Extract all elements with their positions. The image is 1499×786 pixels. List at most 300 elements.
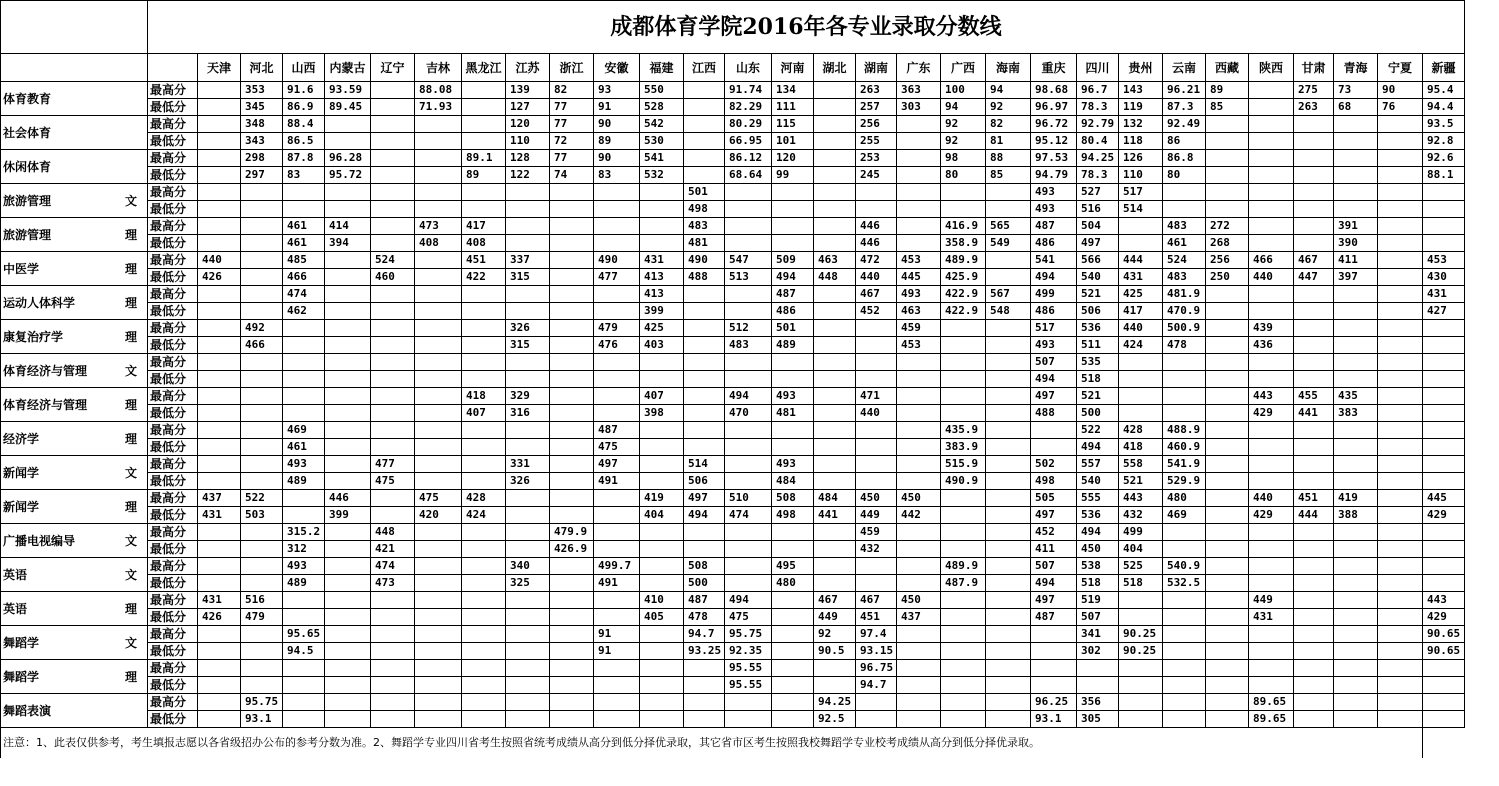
score-cell[interactable]: 505 [1031,490,1077,507]
score-cell[interactable]: 82.29 [725,99,772,116]
score-cell[interactable] [684,133,725,150]
score-cell[interactable] [594,286,640,303]
score-cell[interactable] [856,558,897,575]
score-cell[interactable] [198,320,241,337]
score-cell[interactable] [550,303,594,320]
score-cell[interactable] [371,354,415,371]
score-cell[interactable] [325,575,371,592]
score-cell[interactable]: 92.49 [1163,116,1206,133]
score-cell[interactable]: 89.1 [462,150,506,167]
score-cell[interactable] [814,456,856,473]
score-cell[interactable] [725,711,772,728]
score-cell[interactable] [856,337,897,354]
score-cell[interactable] [371,82,415,99]
score-cell[interactable]: 96.28 [325,150,371,167]
score-cell[interactable] [1423,405,1465,422]
score-cell[interactable] [1423,354,1465,371]
score-cell[interactable] [684,677,725,694]
score-cell[interactable] [550,507,594,524]
score-cell[interactable]: 435 [1334,388,1378,405]
score-cell[interactable]: 488 [1031,405,1077,422]
score-cell[interactable]: 506 [1077,303,1119,320]
score-cell[interactable] [1249,201,1294,218]
score-cell[interactable]: 90.65 [1423,643,1465,660]
score-cell[interactable]: 331 [506,456,550,473]
score-cell[interactable] [415,116,462,133]
score-cell[interactable]: 499.7 [594,558,640,575]
score-cell[interactable]: 500 [1077,405,1119,422]
score-cell[interactable]: 93.1 [1031,711,1077,728]
score-cell[interactable]: 253 [856,150,897,167]
score-cell[interactable] [506,541,550,558]
score-cell[interactable]: 469 [1163,507,1206,524]
score-cell[interactable] [1249,677,1294,694]
score-cell[interactable]: 477 [594,269,640,286]
score-cell[interactable] [1206,320,1249,337]
score-cell[interactable]: 263 [1294,99,1334,116]
score-cell[interactable]: 303 [897,99,941,116]
score-cell[interactable]: 96.7 [1077,82,1119,99]
score-cell[interactable]: 89.65 [1249,694,1294,711]
score-cell[interactable] [594,711,640,728]
score-cell[interactable] [986,184,1031,201]
score-cell[interactable] [897,456,941,473]
score-cell[interactable]: 455 [1294,388,1334,405]
score-cell[interactable] [241,439,283,456]
score-cell[interactable] [1163,388,1206,405]
score-cell[interactable] [1206,167,1249,184]
score-cell[interactable] [198,82,241,99]
score-cell[interactable]: 565 [986,218,1031,235]
score-cell[interactable] [415,643,462,660]
score-cell[interactable] [1249,235,1294,252]
score-cell[interactable] [772,354,814,371]
score-cell[interactable] [941,694,986,711]
score-cell[interactable] [725,235,772,252]
score-cell[interactable] [1423,575,1465,592]
score-cell[interactable]: 424 [1119,337,1163,354]
score-cell[interactable]: 497 [594,456,640,473]
score-cell[interactable] [325,439,371,456]
score-cell[interactable] [462,575,506,592]
score-cell[interactable] [640,677,684,694]
score-cell[interactable]: 430 [1423,269,1465,286]
score-cell[interactable] [241,286,283,303]
score-cell[interactable] [198,422,241,439]
score-cell[interactable]: 126 [1119,150,1163,167]
score-cell[interactable]: 440 [198,252,241,269]
score-cell[interactable]: 96.72 [1031,116,1077,133]
score-cell[interactable]: 256 [1206,252,1249,269]
score-cell[interactable]: 484 [772,473,814,490]
score-cell[interactable] [772,439,814,456]
score-cell[interactable] [1378,184,1423,201]
score-cell[interactable] [198,677,241,694]
score-cell[interactable] [1378,609,1423,626]
score-cell[interactable] [1206,694,1249,711]
score-cell[interactable] [986,694,1031,711]
score-cell[interactable] [684,354,725,371]
score-cell[interactable]: 92.8 [1423,133,1465,150]
score-cell[interactable] [371,388,415,405]
score-cell[interactable] [725,575,772,592]
score-cell[interactable] [986,269,1031,286]
score-cell[interactable]: 87.3 [1163,99,1206,116]
score-cell[interactable] [462,116,506,133]
score-cell[interactable] [986,643,1031,660]
score-cell[interactable] [1206,439,1249,456]
score-cell[interactable] [1294,524,1334,541]
score-cell[interactable] [325,592,371,609]
score-cell[interactable] [814,337,856,354]
score-cell[interactable] [415,371,462,388]
score-cell[interactable] [198,133,241,150]
score-cell[interactable] [814,218,856,235]
score-cell[interactable] [1206,592,1249,609]
score-cell[interactable]: 514 [1119,201,1163,218]
score-cell[interactable]: 555 [1077,490,1119,507]
score-cell[interactable] [897,643,941,660]
score-cell[interactable] [897,218,941,235]
score-cell[interactable]: 425 [640,320,684,337]
score-cell[interactable]: 557 [1077,456,1119,473]
score-cell[interactable] [1249,303,1294,320]
score-cell[interactable] [986,592,1031,609]
score-cell[interactable]: 407 [462,405,506,422]
score-cell[interactable]: 326 [506,320,550,337]
score-cell[interactable] [1206,388,1249,405]
score-cell[interactable] [415,269,462,286]
score-cell[interactable] [640,473,684,490]
score-cell[interactable] [1423,218,1465,235]
score-cell[interactable] [371,677,415,694]
score-cell[interactable]: 425 [1119,286,1163,303]
score-cell[interactable]: 111 [772,99,814,116]
score-cell[interactable]: 326 [506,473,550,490]
score-cell[interactable]: 542 [640,116,684,133]
score-cell[interactable] [1423,711,1465,728]
score-cell[interactable] [506,609,550,626]
score-cell[interactable]: 474 [371,558,415,575]
score-cell[interactable]: 486 [1031,303,1077,320]
score-cell[interactable]: 480 [1163,490,1206,507]
score-cell[interactable] [325,456,371,473]
score-cell[interactable]: 92.35 [725,643,772,660]
score-cell[interactable]: 95.72 [325,167,371,184]
score-cell[interactable]: 483 [1163,269,1206,286]
score-cell[interactable]: 532.5 [1163,575,1206,592]
score-cell[interactable] [941,507,986,524]
score-cell[interactable] [772,660,814,677]
score-cell[interactable] [198,337,241,354]
score-cell[interactable] [1206,677,1249,694]
score-cell[interactable]: 88.08 [415,82,462,99]
score-cell[interactable] [594,388,640,405]
score-cell[interactable] [415,201,462,218]
score-cell[interactable] [462,609,506,626]
score-cell[interactable]: 432 [856,541,897,558]
score-cell[interactable] [1031,660,1077,677]
score-cell[interactable]: 567 [986,286,1031,303]
score-cell[interactable] [640,711,684,728]
score-cell[interactable] [462,133,506,150]
score-cell[interactable] [986,371,1031,388]
score-cell[interactable] [986,388,1031,405]
score-cell[interactable] [198,575,241,592]
score-cell[interactable] [856,371,897,388]
score-cell[interactable]: 490.9 [941,473,986,490]
score-cell[interactable]: 479.9 [550,524,594,541]
score-cell[interactable]: 353 [241,82,283,99]
score-cell[interactable]: 493 [897,286,941,303]
score-cell[interactable]: 93.25 [684,643,725,660]
score-cell[interactable] [198,235,241,252]
score-cell[interactable] [198,558,241,575]
score-cell[interactable]: 115 [772,116,814,133]
score-cell[interactable] [814,133,856,150]
score-cell[interactable] [897,235,941,252]
score-cell[interactable] [1378,116,1423,133]
score-cell[interactable] [1294,558,1334,575]
score-cell[interactable]: 460 [371,269,415,286]
score-cell[interactable] [640,218,684,235]
score-cell[interactable] [856,422,897,439]
score-cell[interactable]: 489 [283,575,325,592]
score-cell[interactable] [1378,558,1423,575]
score-cell[interactable]: 459 [897,320,941,337]
score-cell[interactable] [550,405,594,422]
score-cell[interactable] [371,286,415,303]
score-cell[interactable] [241,626,283,643]
score-cell[interactable]: 298 [241,150,283,167]
score-cell[interactable]: 85 [1206,99,1249,116]
score-cell[interactable] [1378,507,1423,524]
score-cell[interactable] [241,422,283,439]
score-cell[interactable] [550,422,594,439]
score-cell[interactable]: 71.93 [415,99,462,116]
score-cell[interactable] [594,541,640,558]
score-cell[interactable] [1334,524,1378,541]
score-cell[interactable]: 507 [1031,354,1077,371]
score-cell[interactable] [371,490,415,507]
score-cell[interactable]: 96.21 [1163,82,1206,99]
score-cell[interactable]: 466 [241,337,283,354]
score-cell[interactable] [640,201,684,218]
score-cell[interactable]: 463 [897,303,941,320]
score-cell[interactable]: 451 [856,609,897,626]
score-cell[interactable] [897,201,941,218]
score-cell[interactable]: 511 [1077,337,1119,354]
score-cell[interactable]: 469 [283,422,325,439]
score-cell[interactable] [814,150,856,167]
score-cell[interactable] [856,184,897,201]
score-cell[interactable] [594,677,640,694]
score-cell[interactable]: 498 [772,507,814,524]
score-cell[interactable] [684,422,725,439]
score-cell[interactable] [986,558,1031,575]
score-cell[interactable] [772,609,814,626]
score-cell[interactable] [1334,609,1378,626]
score-cell[interactable]: 503 [241,507,283,524]
score-cell[interactable] [371,405,415,422]
score-cell[interactable] [241,456,283,473]
score-cell[interactable]: 89.65 [1249,711,1294,728]
score-cell[interactable]: 92 [941,116,986,133]
major-cell[interactable] [1,694,148,728]
score-cell[interactable]: 494 [772,269,814,286]
score-cell[interactable]: 518 [1077,575,1119,592]
score-cell[interactable] [1077,677,1119,694]
score-cell[interactable] [462,99,506,116]
score-cell[interactable]: 132 [1119,116,1163,133]
score-cell[interactable]: 530 [640,133,684,150]
score-cell[interactable] [283,320,325,337]
score-cell[interactable] [1378,218,1423,235]
score-cell[interactable]: 487.9 [941,575,986,592]
score-cell[interactable] [1163,354,1206,371]
score-cell[interactable]: 467 [856,592,897,609]
score-cell[interactable] [1119,405,1163,422]
score-cell[interactable]: 474 [283,286,325,303]
score-cell[interactable]: 93 [594,82,640,99]
score-cell[interactable] [550,490,594,507]
score-cell[interactable] [283,694,325,711]
score-cell[interactable] [283,201,325,218]
score-cell[interactable] [1206,541,1249,558]
score-cell[interactable]: 444 [1294,507,1334,524]
score-cell[interactable] [371,150,415,167]
major-cell[interactable] [1,82,148,116]
score-cell[interactable]: 441 [1294,405,1334,422]
score-cell[interactable] [283,354,325,371]
score-cell[interactable] [198,303,241,320]
score-cell[interactable] [1378,235,1423,252]
score-cell[interactable] [1294,456,1334,473]
score-cell[interactable]: 501 [684,184,725,201]
score-cell[interactable] [462,541,506,558]
score-cell[interactable]: 486 [772,303,814,320]
score-cell[interactable] [1294,575,1334,592]
score-cell[interactable]: 86.5 [283,133,325,150]
score-cell[interactable] [1334,320,1378,337]
score-cell[interactable]: 490 [594,252,640,269]
score-cell[interactable]: 461 [1163,235,1206,252]
score-cell[interactable]: 383 [1334,405,1378,422]
score-cell[interactable] [897,541,941,558]
score-cell[interactable] [325,201,371,218]
score-cell[interactable]: 256 [856,116,897,133]
score-cell[interactable] [1077,660,1119,677]
score-cell[interactable] [1334,150,1378,167]
score-cell[interactable] [1249,575,1294,592]
score-cell[interactable] [941,388,986,405]
score-cell[interactable]: 128 [506,150,550,167]
score-cell[interactable] [594,371,640,388]
score-cell[interactable] [462,643,506,660]
score-cell[interactable] [814,524,856,541]
score-cell[interactable]: 66.95 [725,133,772,150]
score-cell[interactable] [897,167,941,184]
score-cell[interactable] [1163,592,1206,609]
score-cell[interactable]: 337 [506,252,550,269]
score-cell[interactable] [462,456,506,473]
score-cell[interactable] [1378,405,1423,422]
score-cell[interactable] [1334,711,1378,728]
score-cell[interactable] [1378,354,1423,371]
score-cell[interactable]: 440 [1249,269,1294,286]
score-cell[interactable]: 488 [684,269,725,286]
score-cell[interactable] [1163,660,1206,677]
score-cell[interactable] [1378,524,1423,541]
score-cell[interactable]: 493 [772,456,814,473]
score-cell[interactable] [506,643,550,660]
score-cell[interactable]: 446 [856,218,897,235]
score-cell[interactable] [897,405,941,422]
score-cell[interactable] [725,694,772,711]
score-cell[interactable] [1294,320,1334,337]
score-cell[interactable] [1334,541,1378,558]
score-cell[interactable] [1249,626,1294,643]
header-corner-cell[interactable] [1,54,148,82]
score-cell[interactable]: 404 [1119,541,1163,558]
score-cell[interactable] [1378,660,1423,677]
major-cell[interactable] [1,456,148,490]
score-cell[interactable] [506,694,550,711]
score-cell[interactable] [550,626,594,643]
score-cell[interactable] [1378,167,1423,184]
score-cell[interactable] [684,99,725,116]
score-cell[interactable]: 467 [1294,252,1334,269]
score-cell[interactable]: 403 [640,337,684,354]
score-cell[interactable]: 428 [462,490,506,507]
score-cell[interactable] [1249,286,1294,303]
score-cell[interactable]: 80 [1163,167,1206,184]
score-cell[interactable] [814,354,856,371]
score-cell[interactable] [1249,371,1294,388]
score-cell[interactable]: 408 [462,235,506,252]
score-cell[interactable] [415,694,462,711]
score-cell[interactable] [1334,643,1378,660]
score-cell[interactable] [1423,660,1465,677]
score-cell[interactable]: 497 [1077,235,1119,252]
score-cell[interactable]: 263 [856,82,897,99]
score-cell[interactable] [1249,116,1294,133]
score-cell[interactable] [1294,677,1334,694]
score-cell[interactable]: 411 [1334,252,1378,269]
score-cell[interactable] [1334,184,1378,201]
score-cell[interactable] [1334,133,1378,150]
score-cell[interactable] [1119,660,1163,677]
score-cell[interactable]: 494 [1077,524,1119,541]
score-cell[interactable] [814,99,856,116]
score-cell[interactable] [772,371,814,388]
score-cell[interactable]: 516 [1077,201,1119,218]
score-cell[interactable]: 484 [814,490,856,507]
major-cell[interactable] [1,388,148,422]
score-cell[interactable] [814,388,856,405]
score-cell[interactable]: 422.9 [941,286,986,303]
score-cell[interactable] [241,473,283,490]
score-cell[interactable] [506,660,550,677]
score-cell[interactable]: 507 [1077,609,1119,626]
score-cell[interactable] [1206,133,1249,150]
major-cell[interactable] [1,592,148,626]
score-cell[interactable] [1163,201,1206,218]
score-cell[interactable] [1378,286,1423,303]
score-cell[interactable]: 86 [1163,133,1206,150]
score-cell[interactable] [1163,677,1206,694]
score-cell[interactable] [684,303,725,320]
